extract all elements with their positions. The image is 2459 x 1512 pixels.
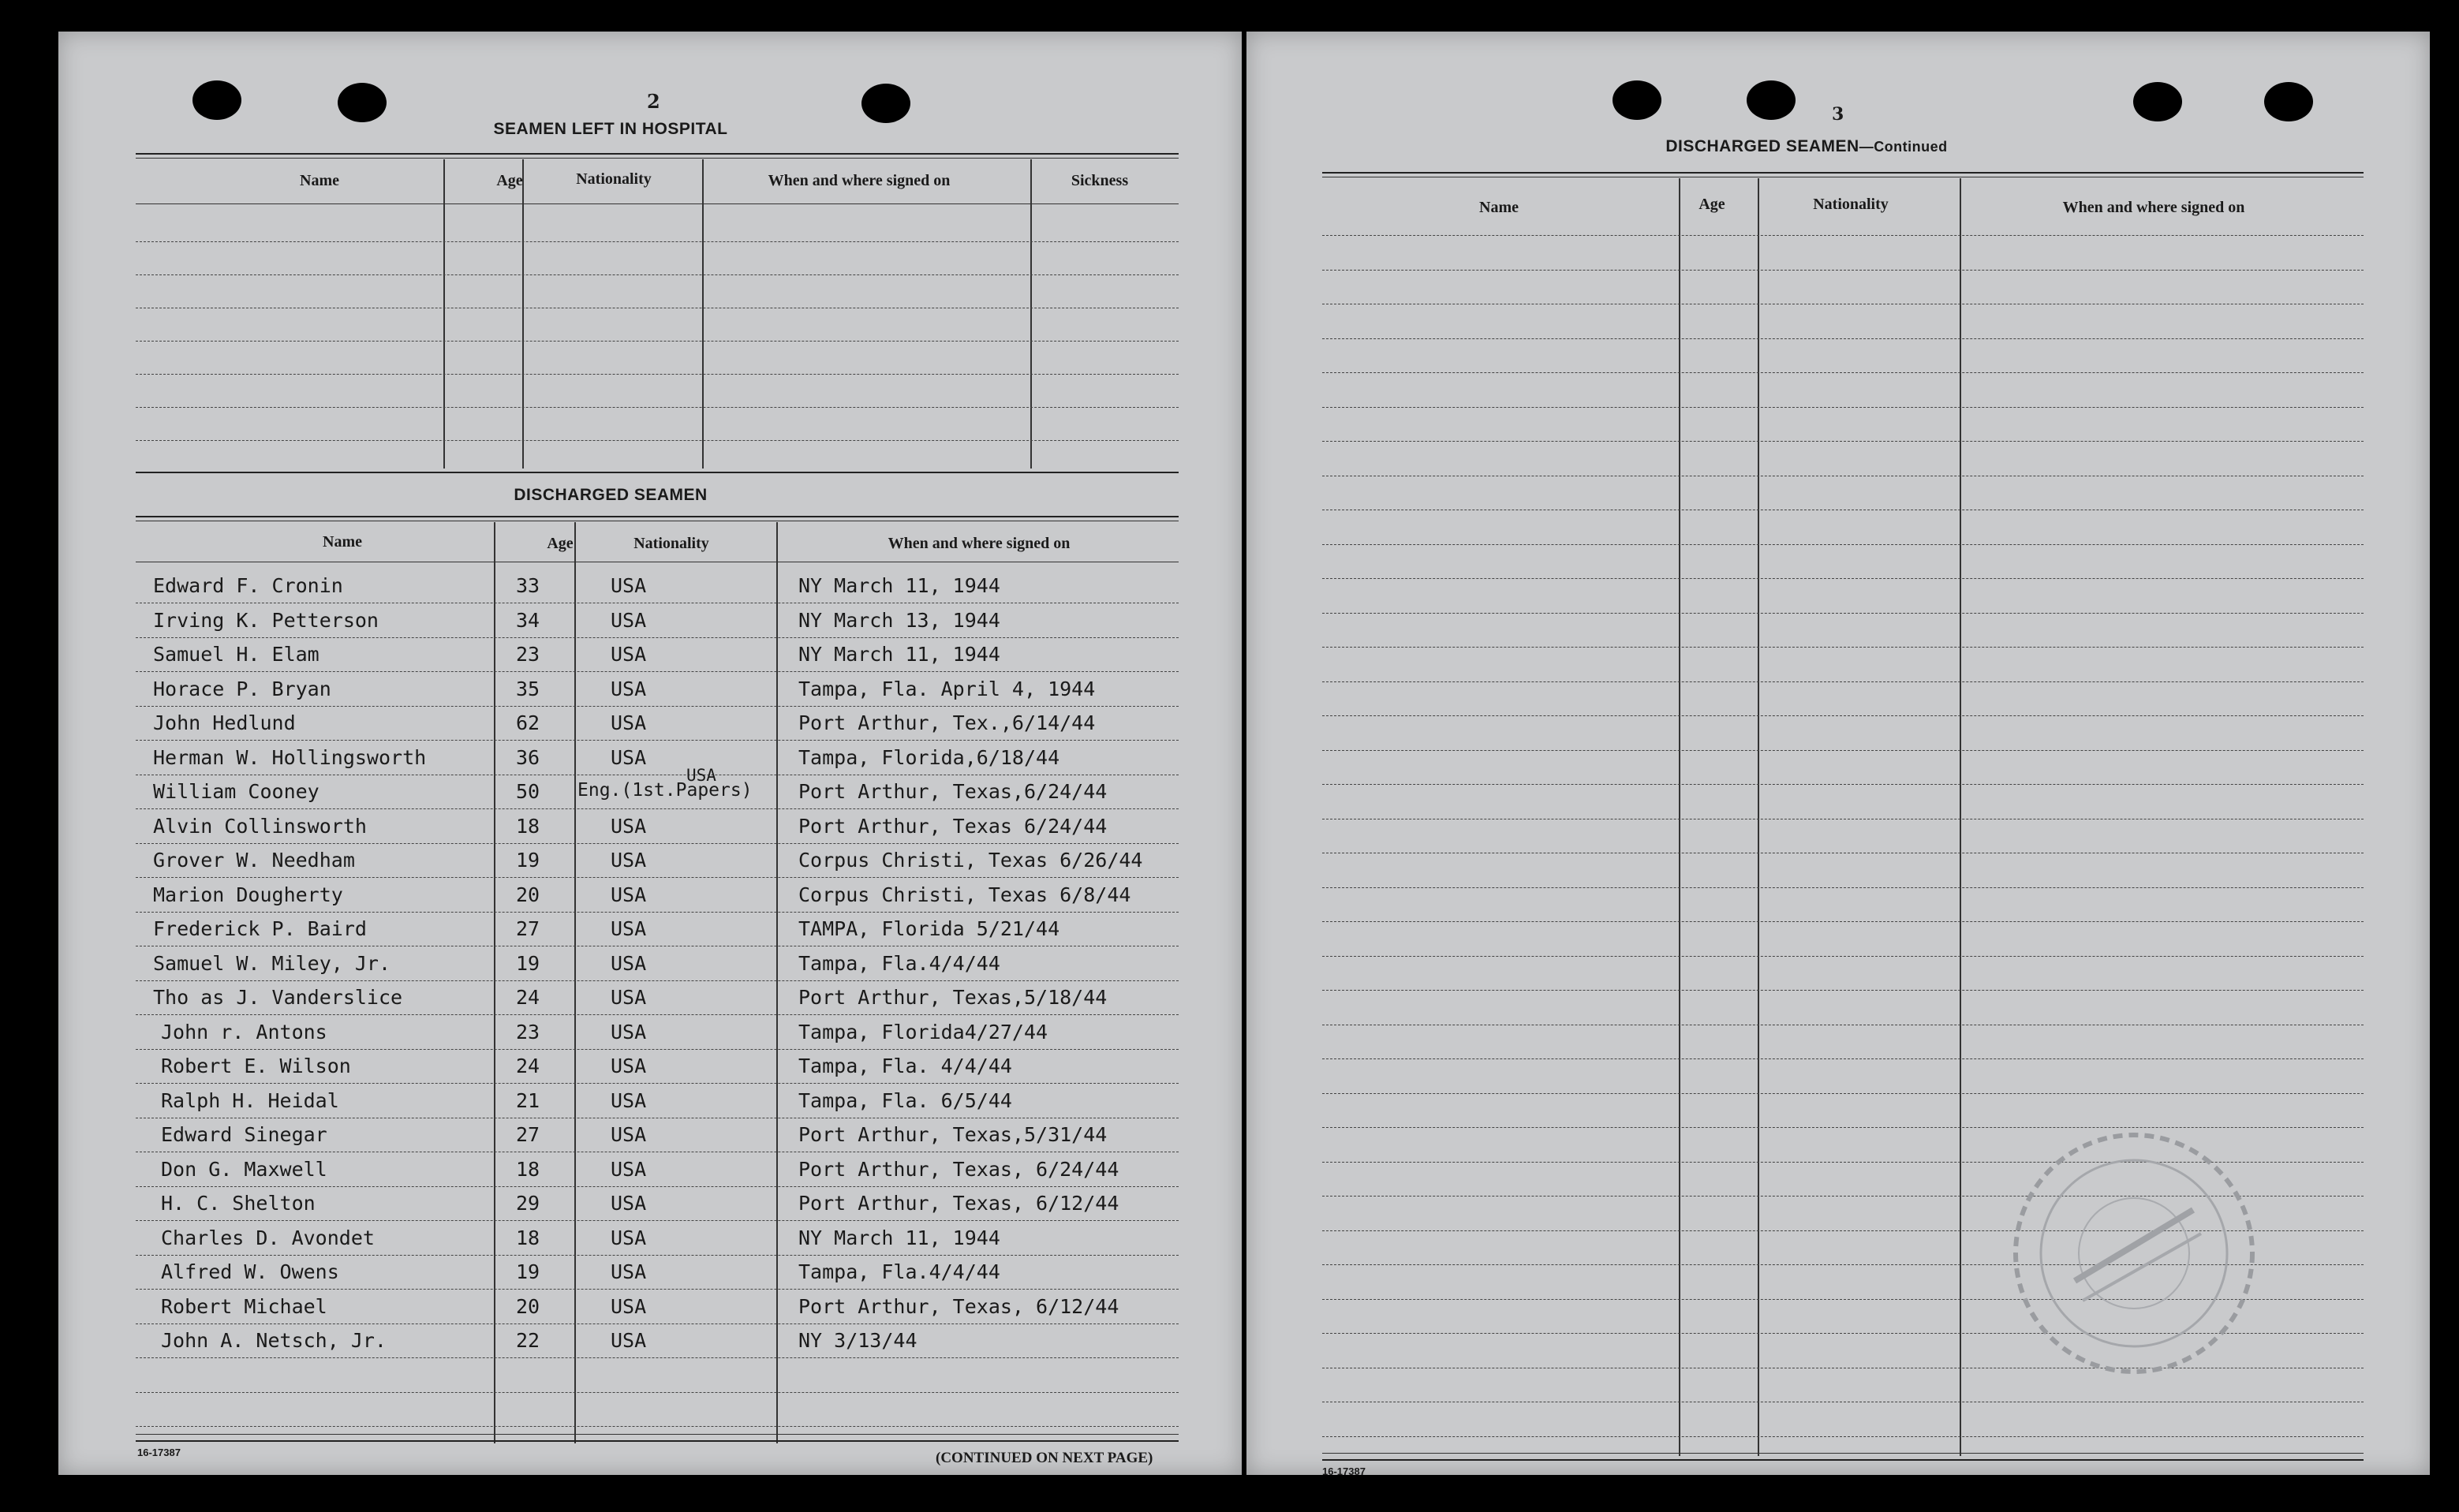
seaman-age: 36 xyxy=(516,745,540,769)
seaman-nationality: USA xyxy=(611,1260,647,1283)
column-header: Name xyxy=(323,533,362,551)
signed-on: Tampa, Fla. 6/5/44 xyxy=(798,1088,1012,1112)
divider xyxy=(1322,172,2364,174)
divider xyxy=(136,472,1179,473)
seaman-name: Charles D. Avondet xyxy=(161,1226,375,1249)
divider xyxy=(136,158,1179,159)
seaman-age: 22 xyxy=(516,1329,540,1352)
seaman-age: 27 xyxy=(516,1123,540,1146)
signed-on: Tampa, Florida4/27/44 xyxy=(798,1020,1048,1043)
seaman-nationality: USA xyxy=(611,1020,647,1043)
signed-on: Corpus Christi, Texas 6/26/44 xyxy=(798,849,1143,872)
column-header: Name xyxy=(1479,199,1519,216)
signed-on: Port Arthur, Texas, 6/24/44 xyxy=(798,1157,1119,1181)
seaman-name: H. C. Shelton xyxy=(161,1192,316,1215)
ruling-line xyxy=(136,1323,1179,1324)
seaman-nationality: USA xyxy=(611,643,647,666)
punch-hole xyxy=(861,84,910,123)
ruling-line xyxy=(136,1186,1179,1187)
ruling-line xyxy=(1322,372,2364,373)
seaman-name: Samuel W. Miley, Jr. xyxy=(153,951,391,975)
ruling-line xyxy=(136,1220,1179,1221)
hospital-section-title: SEAMEN LEFT IN HOSPITAL xyxy=(493,120,728,138)
seaman-age: 18 xyxy=(516,1157,540,1181)
seaman-age: 24 xyxy=(516,1055,540,1077)
seaman-nationality: USA xyxy=(611,1294,647,1318)
ruling-line xyxy=(1322,1436,2364,1437)
seaman-name: Alvin Collinsworth xyxy=(153,814,367,838)
seaman-name: John r. Antons xyxy=(161,1020,327,1043)
ruling-line xyxy=(1322,647,2364,648)
ruling-line xyxy=(136,1289,1179,1290)
signed-on: NY March 13, 1944 xyxy=(798,608,1000,632)
seaman-age: 29 xyxy=(516,1192,540,1215)
right-page xyxy=(1246,32,2430,1475)
ruling-line xyxy=(136,1083,1179,1084)
seaman-age: 20 xyxy=(516,883,540,906)
page-title xyxy=(1625,137,1988,156)
signed-on: Port Arthur, Texas,6/24/44 xyxy=(798,780,1108,803)
signed-on: Corpus Christi, Texas 6/8/44 xyxy=(798,883,1131,906)
column-header: Age xyxy=(496,172,523,189)
column-divider xyxy=(522,159,524,469)
ruling-line xyxy=(1322,578,2364,579)
signed-on: Port Arthur, Texas 6/24/44 xyxy=(798,814,1108,838)
nationality-note: USA xyxy=(686,766,716,785)
seaman-age: 20 xyxy=(516,1294,540,1318)
punch-hole xyxy=(2264,82,2313,121)
form-number: 16-17387 xyxy=(137,1447,181,1458)
column-header: When and where signed on xyxy=(2062,199,2245,216)
signed-on: TAMPA, Florida 5/21/44 xyxy=(798,917,1060,940)
ruling-line xyxy=(1322,1093,2364,1094)
customs-stamp xyxy=(2004,1123,2264,1383)
ruling-line xyxy=(1322,441,2364,442)
seaman-nationality: USA xyxy=(611,1123,647,1146)
seaman-name: Ralph H. Heidal xyxy=(161,1088,339,1112)
page-number: 2 xyxy=(647,90,660,113)
seaman-name: Don G. Maxwell xyxy=(161,1157,327,1181)
title-suffix: —Continued xyxy=(1859,139,1948,155)
divider xyxy=(136,1440,1179,1442)
ruling-line xyxy=(136,274,1179,275)
ruling-line xyxy=(1322,235,2364,236)
ruling-line xyxy=(136,241,1179,242)
ruling-line xyxy=(136,407,1179,408)
signed-on: Tampa, Fla.4/4/44 xyxy=(798,951,1000,975)
left-page xyxy=(58,32,1242,1475)
seaman-nationality: USA xyxy=(611,849,647,872)
discharged-section-title: DISCHARGED SEAMEN xyxy=(514,486,708,504)
seaman-age: 18 xyxy=(516,1226,540,1249)
ruling-line xyxy=(1322,750,2364,751)
ruling-line xyxy=(136,1014,1179,1015)
seaman-age: 50 xyxy=(516,780,540,803)
title-main: DISCHARGED SEAMEN xyxy=(1665,137,1859,155)
seaman-name: William Cooney xyxy=(153,780,320,803)
ruling-line xyxy=(1322,887,2364,888)
seaman-age: 23 xyxy=(516,643,540,666)
seaman-name: Samuel H. Elam xyxy=(153,643,320,666)
signed-on: Port Arthur, Texas,5/31/44 xyxy=(798,1123,1108,1146)
column-header: Nationality xyxy=(1813,196,1889,213)
ruling-line xyxy=(1322,715,2364,716)
divider xyxy=(136,1434,1179,1435)
signed-on: Port Arthur, Texas, 6/12/44 xyxy=(798,1192,1119,1215)
signed-on: Port Arthur, Texas,5/18/44 xyxy=(798,986,1108,1009)
seaman-nationality: USA xyxy=(611,1088,647,1112)
ruling-line xyxy=(136,740,1179,741)
column-divider xyxy=(574,522,576,1443)
ruling-line xyxy=(136,440,1179,441)
ruling-line xyxy=(136,912,1179,913)
seaman-age: 19 xyxy=(516,1260,540,1283)
punch-hole xyxy=(1747,80,1796,120)
punch-hole xyxy=(192,80,241,120)
seaman-age: 23 xyxy=(516,1020,540,1043)
seaman-nationality: USA xyxy=(611,883,647,906)
ruling-line xyxy=(136,706,1179,707)
seaman-name: Irving K. Petterson xyxy=(153,608,379,632)
seaman-age: 35 xyxy=(516,677,540,700)
seaman-nationality: USA xyxy=(611,745,647,769)
column-header: Nationality xyxy=(576,170,652,188)
seaman-name: Marion Dougherty xyxy=(153,883,343,906)
seaman-nationality: USA xyxy=(611,814,647,838)
seaman-name: Tho as J. Vanderslice xyxy=(153,986,403,1009)
seaman-nationality: USA xyxy=(611,986,647,1009)
ruling-line xyxy=(136,1392,1179,1393)
column-header: Name xyxy=(300,172,339,189)
column-header: Nationality xyxy=(633,535,709,552)
column-divider xyxy=(443,159,445,469)
column-divider xyxy=(702,159,704,469)
ruling-line xyxy=(136,1426,1179,1427)
seaman-age: 62 xyxy=(516,711,540,734)
seaman-nationality: USA xyxy=(611,917,647,940)
seaman-nationality: USA xyxy=(611,608,647,632)
continued-note: (CONTINUED ON NEXT PAGE) xyxy=(936,1450,1153,1466)
seaman-name: Robert E. Wilson xyxy=(161,1055,351,1077)
punch-hole xyxy=(2133,82,2182,121)
ruling-line xyxy=(136,1255,1179,1256)
ruling-line xyxy=(1322,921,2364,922)
column-divider xyxy=(1030,159,1032,469)
column-divider xyxy=(776,522,778,1443)
seaman-name: Edward F. Cronin xyxy=(153,574,343,597)
ruling-line xyxy=(136,843,1179,844)
divider xyxy=(1322,1459,2364,1461)
column-divider xyxy=(494,522,495,1443)
ruling-line xyxy=(1322,270,2364,271)
seaman-nationality: USA xyxy=(611,1192,647,1215)
divider xyxy=(1322,1453,2364,1454)
ruling-line xyxy=(1322,613,2364,614)
ruling-line xyxy=(1322,338,2364,339)
seaman-name: Frederick P. Baird xyxy=(153,917,367,940)
ruling-line xyxy=(136,877,1179,878)
ruling-line xyxy=(136,1049,1179,1050)
signed-on: NY 3/13/44 xyxy=(798,1329,917,1352)
ruling-line xyxy=(1322,990,2364,991)
divider xyxy=(136,203,1179,204)
seaman-nationality: USA xyxy=(611,951,647,975)
seaman-nationality: USA xyxy=(611,574,647,597)
seaman-nationality: USA xyxy=(611,1055,647,1077)
column-header: Age xyxy=(1699,196,1725,213)
signed-on: Tampa, Fla. 4/4/44 xyxy=(798,1055,1012,1077)
ruling-line xyxy=(1322,956,2364,957)
signed-on: Tampa, Fla.4/4/44 xyxy=(798,1260,1000,1283)
seaman-name: Edward Sinegar xyxy=(161,1123,327,1146)
seaman-nationality: USA xyxy=(611,1226,647,1249)
column-header: When and where signed on xyxy=(888,535,1071,552)
seaman-age: 19 xyxy=(516,849,540,872)
seaman-age: 21 xyxy=(516,1088,540,1112)
seaman-name: John A. Netsch, Jr. xyxy=(161,1329,387,1352)
seaman-name: Grover W. Needham xyxy=(153,849,355,872)
ruling-line xyxy=(136,637,1179,638)
seaman-name: Robert Michael xyxy=(161,1294,327,1318)
seaman-nationality: USA xyxy=(611,677,647,700)
seaman-nationality: USA xyxy=(611,711,647,734)
ruling-line xyxy=(136,374,1179,375)
punch-hole xyxy=(1613,80,1661,120)
ruling-line xyxy=(136,341,1179,342)
ruling-line xyxy=(136,808,1179,809)
page-number: 3 xyxy=(1832,104,1844,125)
signed-on: NY March 11, 1944 xyxy=(798,1226,1000,1249)
seaman-name: Herman W. Hollingsworth xyxy=(153,745,427,769)
ruling-line xyxy=(1322,784,2364,785)
seaman-name: John Hedlund xyxy=(153,711,296,734)
signed-on: Port Arthur, Tex.,6/14/44 xyxy=(798,711,1096,734)
seaman-age: 19 xyxy=(516,951,540,975)
column-header: Age xyxy=(547,535,574,552)
seaman-name: Alfred W. Owens xyxy=(161,1260,339,1283)
signed-on: Port Arthur, Texas, 6/12/44 xyxy=(798,1294,1119,1318)
seaman-nationality: USA xyxy=(611,1157,647,1181)
seaman-nationality: USA xyxy=(611,1329,647,1352)
column-header: When and where signed on xyxy=(768,172,951,189)
signed-on: NY March 11, 1944 xyxy=(798,643,1000,666)
ruling-line xyxy=(136,671,1179,672)
ruling-line xyxy=(136,1357,1179,1358)
signed-on: Tampa, Florida,6/18/44 xyxy=(798,745,1060,769)
seaman-nationality: Eng.(1st.Papers) xyxy=(577,780,753,801)
seaman-age: 24 xyxy=(516,986,540,1009)
signed-on: NY March 11, 1944 xyxy=(798,574,1000,597)
divider xyxy=(136,516,1179,517)
ruling-line xyxy=(1322,1058,2364,1059)
seaman-age: 27 xyxy=(516,917,540,940)
seaman-name: Horace P. Bryan xyxy=(153,677,331,700)
ruling-line xyxy=(136,980,1179,981)
seaman-age: 33 xyxy=(516,574,540,597)
seaman-age: 34 xyxy=(516,608,540,632)
ruling-line xyxy=(1322,544,2364,545)
column-header: Sickness xyxy=(1071,172,1129,189)
form-number: 16-17387 xyxy=(1322,1465,1366,1477)
punch-hole xyxy=(338,83,387,122)
seaman-age: 18 xyxy=(516,814,540,838)
ruling-line xyxy=(1322,681,2364,682)
signed-on: Tampa, Fla. April 4, 1944 xyxy=(798,677,1096,700)
divider xyxy=(136,153,1179,155)
ruling-line xyxy=(1322,407,2364,408)
